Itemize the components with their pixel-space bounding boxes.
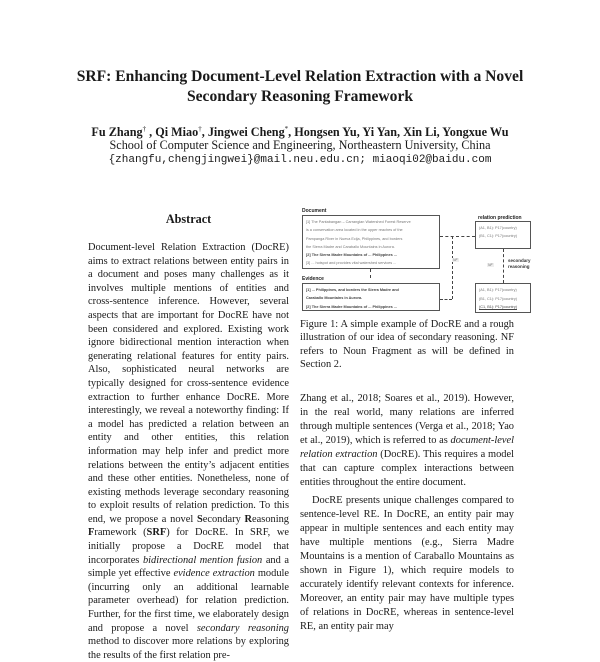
intro-paragraph-1 [300,392,514,490]
abstract-bold: F [88,527,95,539]
connector-vertical [452,236,453,299]
evidence-label: Evidence [302,276,324,282]
document-box [302,215,440,269]
title-line-2: Secondary Reasoning Framework [186,88,414,105]
author-name: Xin Li [403,125,437,140]
document-line: [2] The Sierra Madre Mountains of ... Philippines ... [306,253,397,258]
prediction-item-new: (C1, B1): P17(country) [479,305,517,309]
abstract-italic: evidence extraction [173,568,255,580]
abstract-span: econdary [202,513,245,525]
secondary-label-2: reasoning [508,264,530,269]
abstract-span: Document-level Relation Extraction (DocRE) aims to extract relations between entity pairs in a document and poses many challenges as it involves multiple mentions of entities and cross-sentence inference. However, several aspects that are important for DocRE have not been considered and explored. Existing work ignore bidirectional mention interaction when generating relational features for entity pairs. Also, sophisticated neural networks are typically designed for cross-sentence evidence extraction to further enhance DocRE. More interestingly, we reveal a noteworthy finding: If a model has predicted a relation between an entity and other entities, this relation information may help infer and predict more relations between the entity’s adjacent entities and these other entities. Nonetheless, none of existing methods leverage secondary reasoning to exploit results of relation prediction. To this end, we propose a novel [88,242,289,525]
evidence-box [302,283,440,311]
document-label: Document [302,208,327,214]
abstract-italic: secondary reasoning [196,622,289,634]
author-name: Fu Zhang [91,125,143,140]
secondary-label-1: secondary [508,258,531,263]
author-mark: † [198,125,202,133]
author-name: Jingwei Cheng [207,125,285,140]
author-name: Yi Yan [362,125,398,140]
author-name: Qi Miao [155,125,199,140]
abstract-bold: R [244,513,253,525]
author-list: Fu Zhang† , Qi Miao†, Jingwei Cheng*, Hongsen Yu, Yi Yan, Xin Li, Yongxue Wu [91,125,509,140]
intro-paragraph-2: DocRE presents unique challenges compared to sentence-level RE. In DocRE, an entity pair may appear in multiple sentences and each entity may have multiple mentions (e.g., Sierra Madre Mountains is a mention of Caraballo Mountains as shown in Figure 1), which require models to accurately identify relevant contexts for inference. Moreover, an entity pair may have multiple types of relations in DocRE, whereas in sentence-level RE, an entity pair may [300,494,514,632]
document-line: [3] ... hotspot and provides vital watershed services ... [306,261,397,266]
abstract-span: module (incurring only an additional learnable parameter overhead) for relation prediction. Further, for the first time, we elaborately design and propose a novel [88,568,290,634]
abstract-heading: Abstract [165,212,212,226]
abstract-span: easoning [252,513,289,525]
evidence-line: Caraballo Mountains in Aurora. [306,296,363,301]
body-italic: document-level relation extraction [300,434,514,460]
document-line: [1] The Pantabangan – Carranglan Watershed Forest Reserve [306,220,411,224]
affiliation: School of Computer Science and Engineering, Northeastern University, China [109,138,491,152]
left-column [88,212,289,662]
arrow-secondary [503,249,504,283]
document-line-text: Pampanga River in Nueva Ecija, Philippines, and borders [306,236,403,241]
nf-tag: NF [488,263,493,267]
author-mark: * [284,125,289,133]
abstract-span: and a simple yet effective [88,554,290,580]
abstract-bold: S [196,513,203,525]
evidence-line: [1] ... Philippines, and borders the Sierra Madre and [306,288,399,292]
figure-1 [300,208,531,312]
prediction-item: (A1, B1): P17(country) [479,288,517,292]
abstract-italic: bidirectional mention fusion [142,554,263,566]
figure-caption: Figure 1: A simple example of DocRE and a rough illustration of our idea of secondary reasoning. NF refers to Noun Fragment as will be defined in Section 2. [300,319,514,371]
connector-evidence [440,299,452,300]
prediction-item: (B1, C1): P17(country) [479,234,517,239]
abstract-span: ramework ( [94,527,147,539]
prediction-box-1 [475,221,531,249]
abstract-span: method to discover more relations by exploring the results of the first relation pre- [88,636,289,661]
body-span: (DocRE). This requires a model that can capture complex interactions between entities throughout the entire document. [300,448,514,488]
nf-tag: NF [453,258,458,262]
secondary-reasoning-label [508,258,531,270]
author-name: Hongsen Yu [294,125,357,140]
evidence-line: [2] The Sierra Madre Mountains of ... Philippines ... [306,304,397,309]
abstract-bold: SRF [146,527,167,539]
document-line: the Sierra Madre and Caraballo Mountains in Aurora. [306,244,395,249]
prediction-item: (B1, C1): P17(country) [479,296,517,301]
paper-title [0,67,600,107]
title-line-1: SRF: Enhancing Document-Level Relation Extraction with a Novel [76,68,524,85]
abstract-text [88,241,289,662]
relation-prediction-label: relation prediction [478,215,522,221]
prediction-box-2 [475,283,531,313]
document-line: is a conservation area located in the upper reaches of the [306,228,403,233]
author-mark: † [142,125,147,133]
arrow-down [370,269,371,278]
author-emails: {zhangfu,chengjingwei}@mail.neu.edu.cn; miaoqi02@baidu.com [108,154,492,166]
body-span: Zhang et al., 2018; Soares et al., 2019). However, in the real world, many relations are inferred through multiple sentences (Verga et al., 2018; Yao et al., 2019), which is referred to as [300,392,514,446]
document-line [306,235,436,243]
author-name: Yongxue Wu [442,125,509,140]
connector-doc [440,236,475,237]
prediction-item: (A1, B1): P17(country) [479,226,517,230]
right-column [300,208,531,634]
abstract-span: ) for DocRE. In SRF, we initially propose a DocRE model that incorporates [88,527,289,566]
